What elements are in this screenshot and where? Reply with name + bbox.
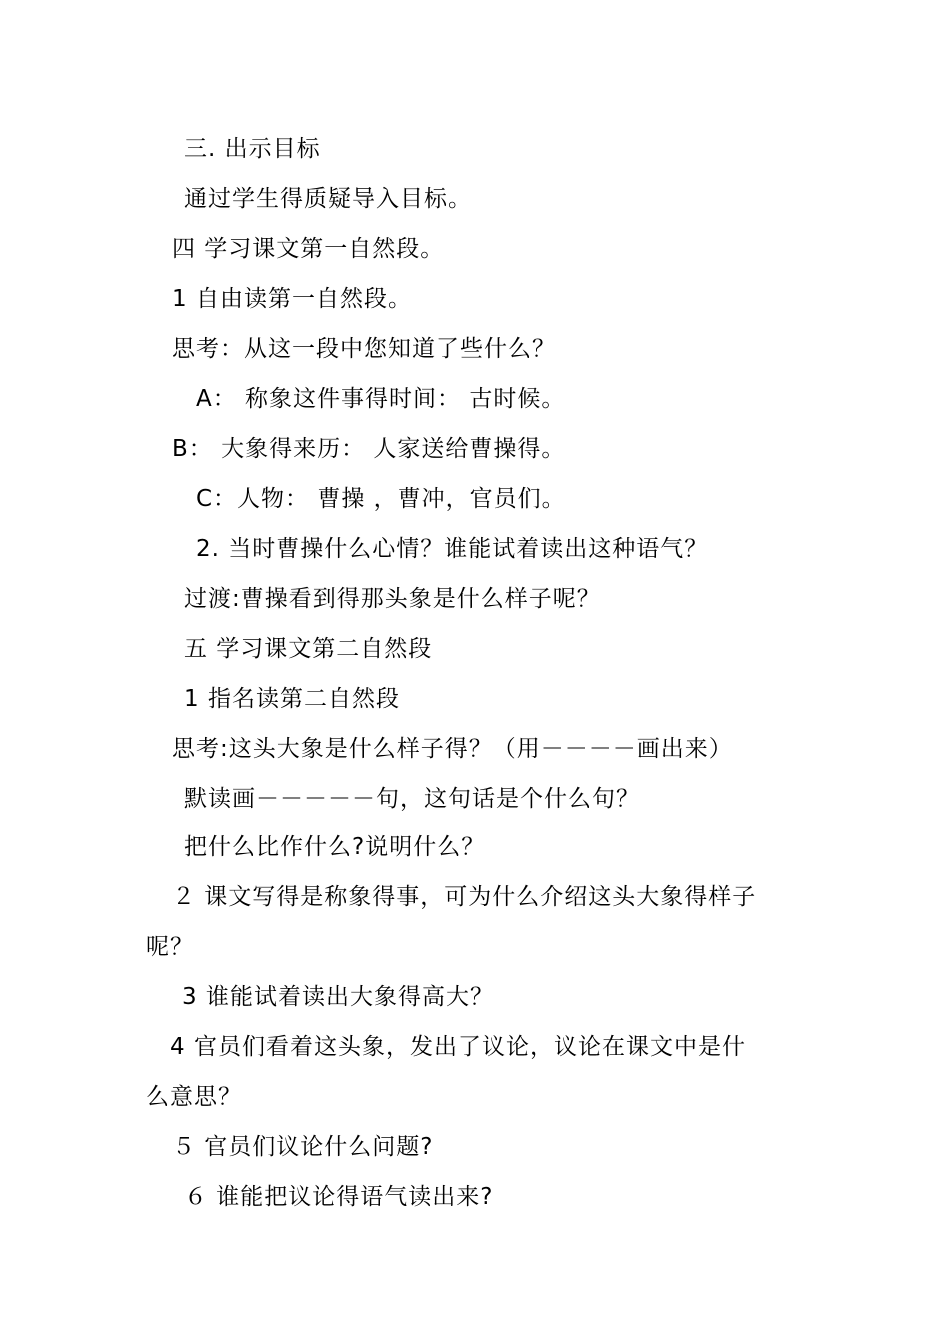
text-line-continuation: 么意思？ <box>146 1084 242 1110</box>
text-line-continuation: 呢？ <box>146 934 194 960</box>
heading-five: 五 学习课文第二自然段 <box>184 636 433 662</box>
text-line: 4 官员们看着这头象，发出了议论，议论在课文中是什 <box>170 1034 746 1060</box>
heading-three: 三. 出示目标 <box>184 136 321 162</box>
text-line: ２ 课文写得是称象得事，可为什么介绍这头大象得样子 <box>172 884 757 910</box>
text-line: 1 自由读第一自然段。 <box>172 286 412 312</box>
text-line: ５ 官员们议论什么问题? <box>172 1134 434 1160</box>
text-line: 2. 当时曹操什么心情？谁能试着读出这种语气？ <box>196 536 709 562</box>
text-line: 1 指名读第二自然段 <box>184 686 400 712</box>
text-line: 思考：从这一段中您知道了些什么？ <box>172 336 556 362</box>
heading-four: 四 学习课文第一自然段。 <box>172 236 445 262</box>
text-line: C：人物： 曹操 ，曹冲，官员们。 <box>196 486 566 512</box>
text-line: 过渡:曹操看到得那头象是什么样子呢？ <box>184 586 601 612</box>
text-line: 通过学生得质疑导入目标。 <box>184 186 472 212</box>
text-line: 3 谁能试着读出大象得高大？ <box>182 984 494 1010</box>
text-line: B： 大象得来历： 人家送给曹操得。 <box>172 436 566 462</box>
text-line: ６ 谁能把议论得语气读出来? <box>184 1184 494 1210</box>
text-line: 默读画－－－－－句，这句话是个什么句？ <box>184 786 640 812</box>
text-line: 思考:这头大象是什么样子得？（用－－－－画出来） <box>172 736 733 762</box>
text-line: 把什么比作什么?说明什么？ <box>184 834 486 860</box>
text-line: A： 称象这件事得时间： 古时候。 <box>196 386 566 412</box>
